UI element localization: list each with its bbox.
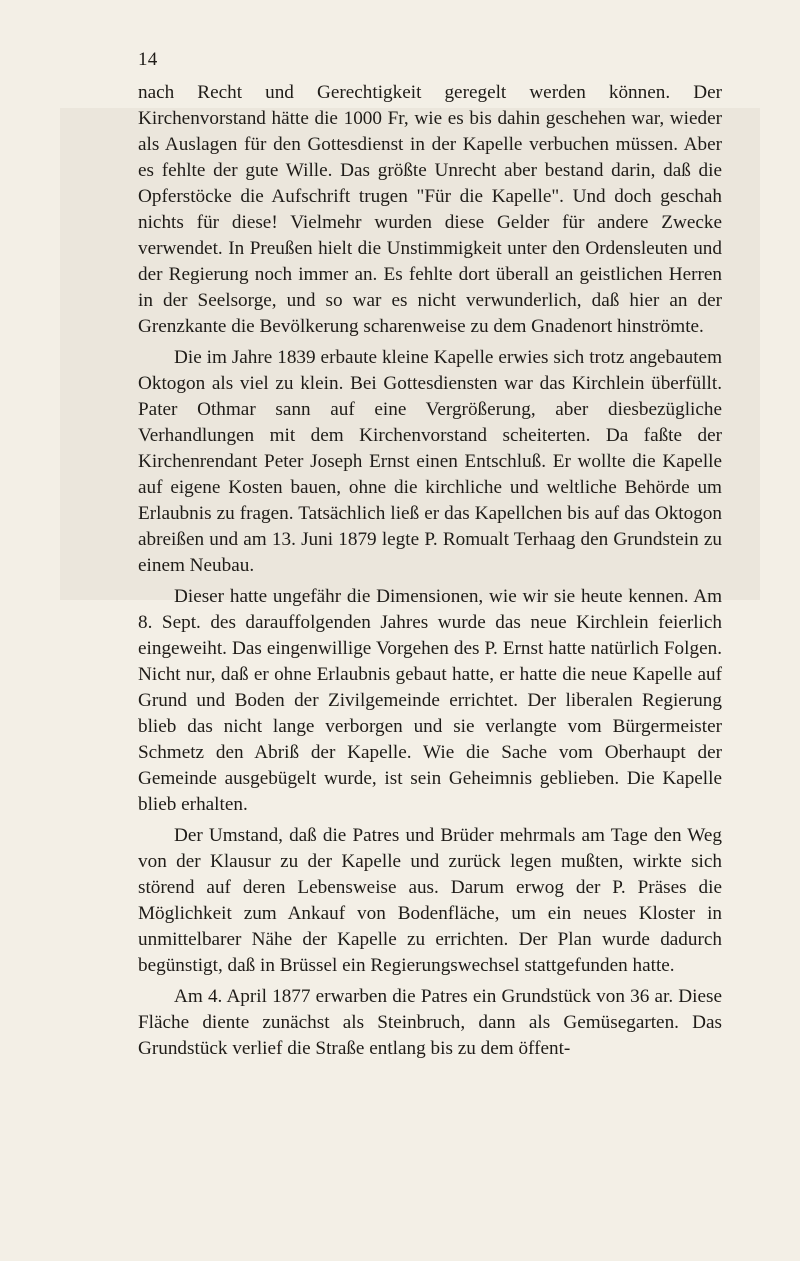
paragraph-5: Am 4. April 1877 erwarben die Patres ein Grundstück von 36 ar. Diese Fläche diente zunächst als Steinbruch, dann als Gemüsegarten. Das Grundstück verlief die Straße entlang bis zu dem öffent- xyxy=(138,986,722,1059)
paragraph-4: Der Umstand, daß die Patres und Brüder mehrmals am Tage den Weg von der Klausur zu der Kapelle und zurück legen mußten, wirkte sich störend auf deren Lebensweise aus. Darum erwog der P. Präses die Möglichkeit zum Ankauf von Bodenfläche, um ein neues Kloster in unmittelbarer Nähe der Kapelle zu errichten. Der Plan wurde dadurch begünstigt, daß in Brüssel ein Regierungswechsel stattgefunden hatte. xyxy=(138,825,722,976)
paragraph-1: nach Recht und Gerechtigkeit geregelt werden können. Der Kirchenvorstand hätte die 1000 Fr, wie es bis dahin geschehen war, wieder als Auslagen für den Gottesdienst in der Kapelle verbuchen müssen. Aber es fehlte der gute Wille. Das größte Unrecht aber bestand darin, daß die Opferstöcke die Aufschrift trugen "Für die Kapelle". Und doch geschah nichts für diese! Vielmehr wurden diese Gelder für andere Zwecke verwendet. In Preußen hielt die Unstimmigkeit unter den Ordensleuten und der Regierung noch immer an. Es fehlte dort überall an geistlichen Herren in der Seelsorge, und so war es nicht verwunderlich, daß hier an der Grenzkante die Bevölkerung scharenweise zu dem Gnadenort hinströmte. xyxy=(138,82,722,337)
body-text xyxy=(138,80,722,1062)
page-number: 14 xyxy=(138,49,158,70)
paragraph-2: Die im Jahre 1839 erbaute kleine Kapelle erwies sich trotz angebautem Oktogon als viel zu klein. Bei Gottesdiensten war das Kirchlein überfüllt. Pater Othmar sann auf eine Vergrößerung, aber diesbezügliche Verhandlungen mit dem Kirchenvorstand scheiterten. Da faßte der Kirchenrendant Peter Joseph Ernst einen Entschluß. Er wollte die Kapelle auf eigene Kosten bauen, ohne die kirchliche und weltliche Behörde um Erlaubnis zu fragen. Tatsächlich ließ er das Kapellchen bis auf das Oktogon abreißen und am 13. Juni 1879 legte P. Romualt Terhaag den Grundstein zu einem Neubau. xyxy=(138,347,722,576)
paragraph-3: Dieser hatte ungefähr die Dimensionen, wie wir sie heute kennen. Am 8. Sept. des darauffolgenden Jahres wurde das neue Kirchlein feierlich eingeweiht. Das eingenwillige Vorgehen des P. Ernst hatte natürlich Folgen. Nicht nur, daß er ohne Erlaubnis gebaut hatte, er hatte die neue Kapelle auf Grund und Boden der Zivilgemeinde errichtet. Der liberalen Regierung blieb das nicht lange verborgen und sie verlangte vom Bürgermeister Schmetz den Abriß der Kapelle. Wie die Sache vom Oberhaupt der Gemeinde ausgebügelt wurde, ist sein Geheimnis geblieben. Die Kapelle blieb erhalten. xyxy=(138,586,722,815)
